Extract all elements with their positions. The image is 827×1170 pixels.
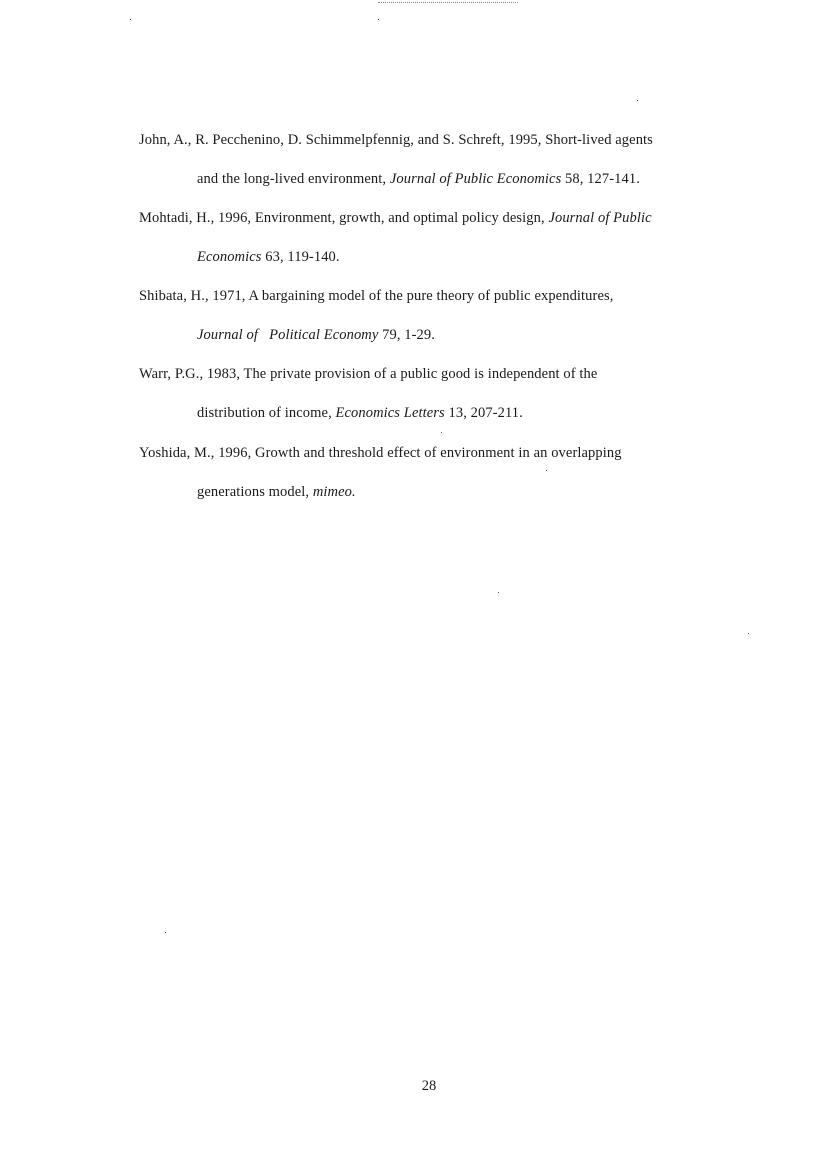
reference-line bbox=[197, 171, 640, 187]
page-number: 28 bbox=[421, 1078, 437, 1094]
reference-text: 13, 207-211. bbox=[444, 405, 523, 421]
reference-text: generations model, bbox=[197, 484, 313, 500]
reference-line bbox=[139, 210, 652, 226]
reference-line bbox=[197, 484, 356, 500]
reference-text: 79, 1-29. bbox=[378, 327, 435, 343]
reference-line: John, A., R. Pecchenino, D. Schimmelpfennig, and S. Schreft, 1995, Short-lived agents bbox=[139, 132, 653, 148]
source-note: mimeo. bbox=[312, 484, 356, 500]
reference-text: distribution of income, bbox=[197, 405, 336, 421]
journal-title: Journal of Political Economy bbox=[197, 327, 379, 343]
journal-title: Journal of Public bbox=[548, 210, 652, 226]
journal-title: Journal of Public Economics bbox=[389, 171, 562, 187]
scan-artifact bbox=[378, 2, 518, 5]
scan-speck bbox=[165, 932, 166, 933]
scan-speck bbox=[498, 592, 499, 593]
reference-text: Mohtadi, H., 1996, Environment, growth, and optimal policy design, bbox=[139, 210, 549, 226]
scan-speck bbox=[130, 19, 131, 20]
reference-text: and the long-lived environment, bbox=[197, 171, 390, 187]
reference-line: Warr, P.G., 1983, The private provision of a public good is independent of the bbox=[139, 366, 598, 382]
scan-speck bbox=[748, 633, 749, 634]
scan-speck bbox=[546, 470, 547, 471]
reference-line bbox=[197, 405, 523, 421]
journal-title: Economics bbox=[197, 249, 262, 265]
scan-speck bbox=[378, 19, 379, 20]
reference-line bbox=[197, 327, 435, 343]
reference-line: Yoshida, M., 1996, Growth and threshold effect of environment in an overlapping bbox=[139, 445, 622, 461]
reference-line bbox=[197, 249, 340, 265]
reference-line: Shibata, H., 1971, A bargaining model of the pure theory of public expenditures, bbox=[139, 288, 614, 304]
scan-speck bbox=[441, 432, 442, 433]
scan-speck bbox=[637, 100, 638, 101]
reference-text: 63, 119-140. bbox=[261, 249, 340, 265]
reference-text: 58, 127-141. bbox=[561, 171, 640, 187]
journal-title: Economics Letters bbox=[335, 405, 445, 421]
